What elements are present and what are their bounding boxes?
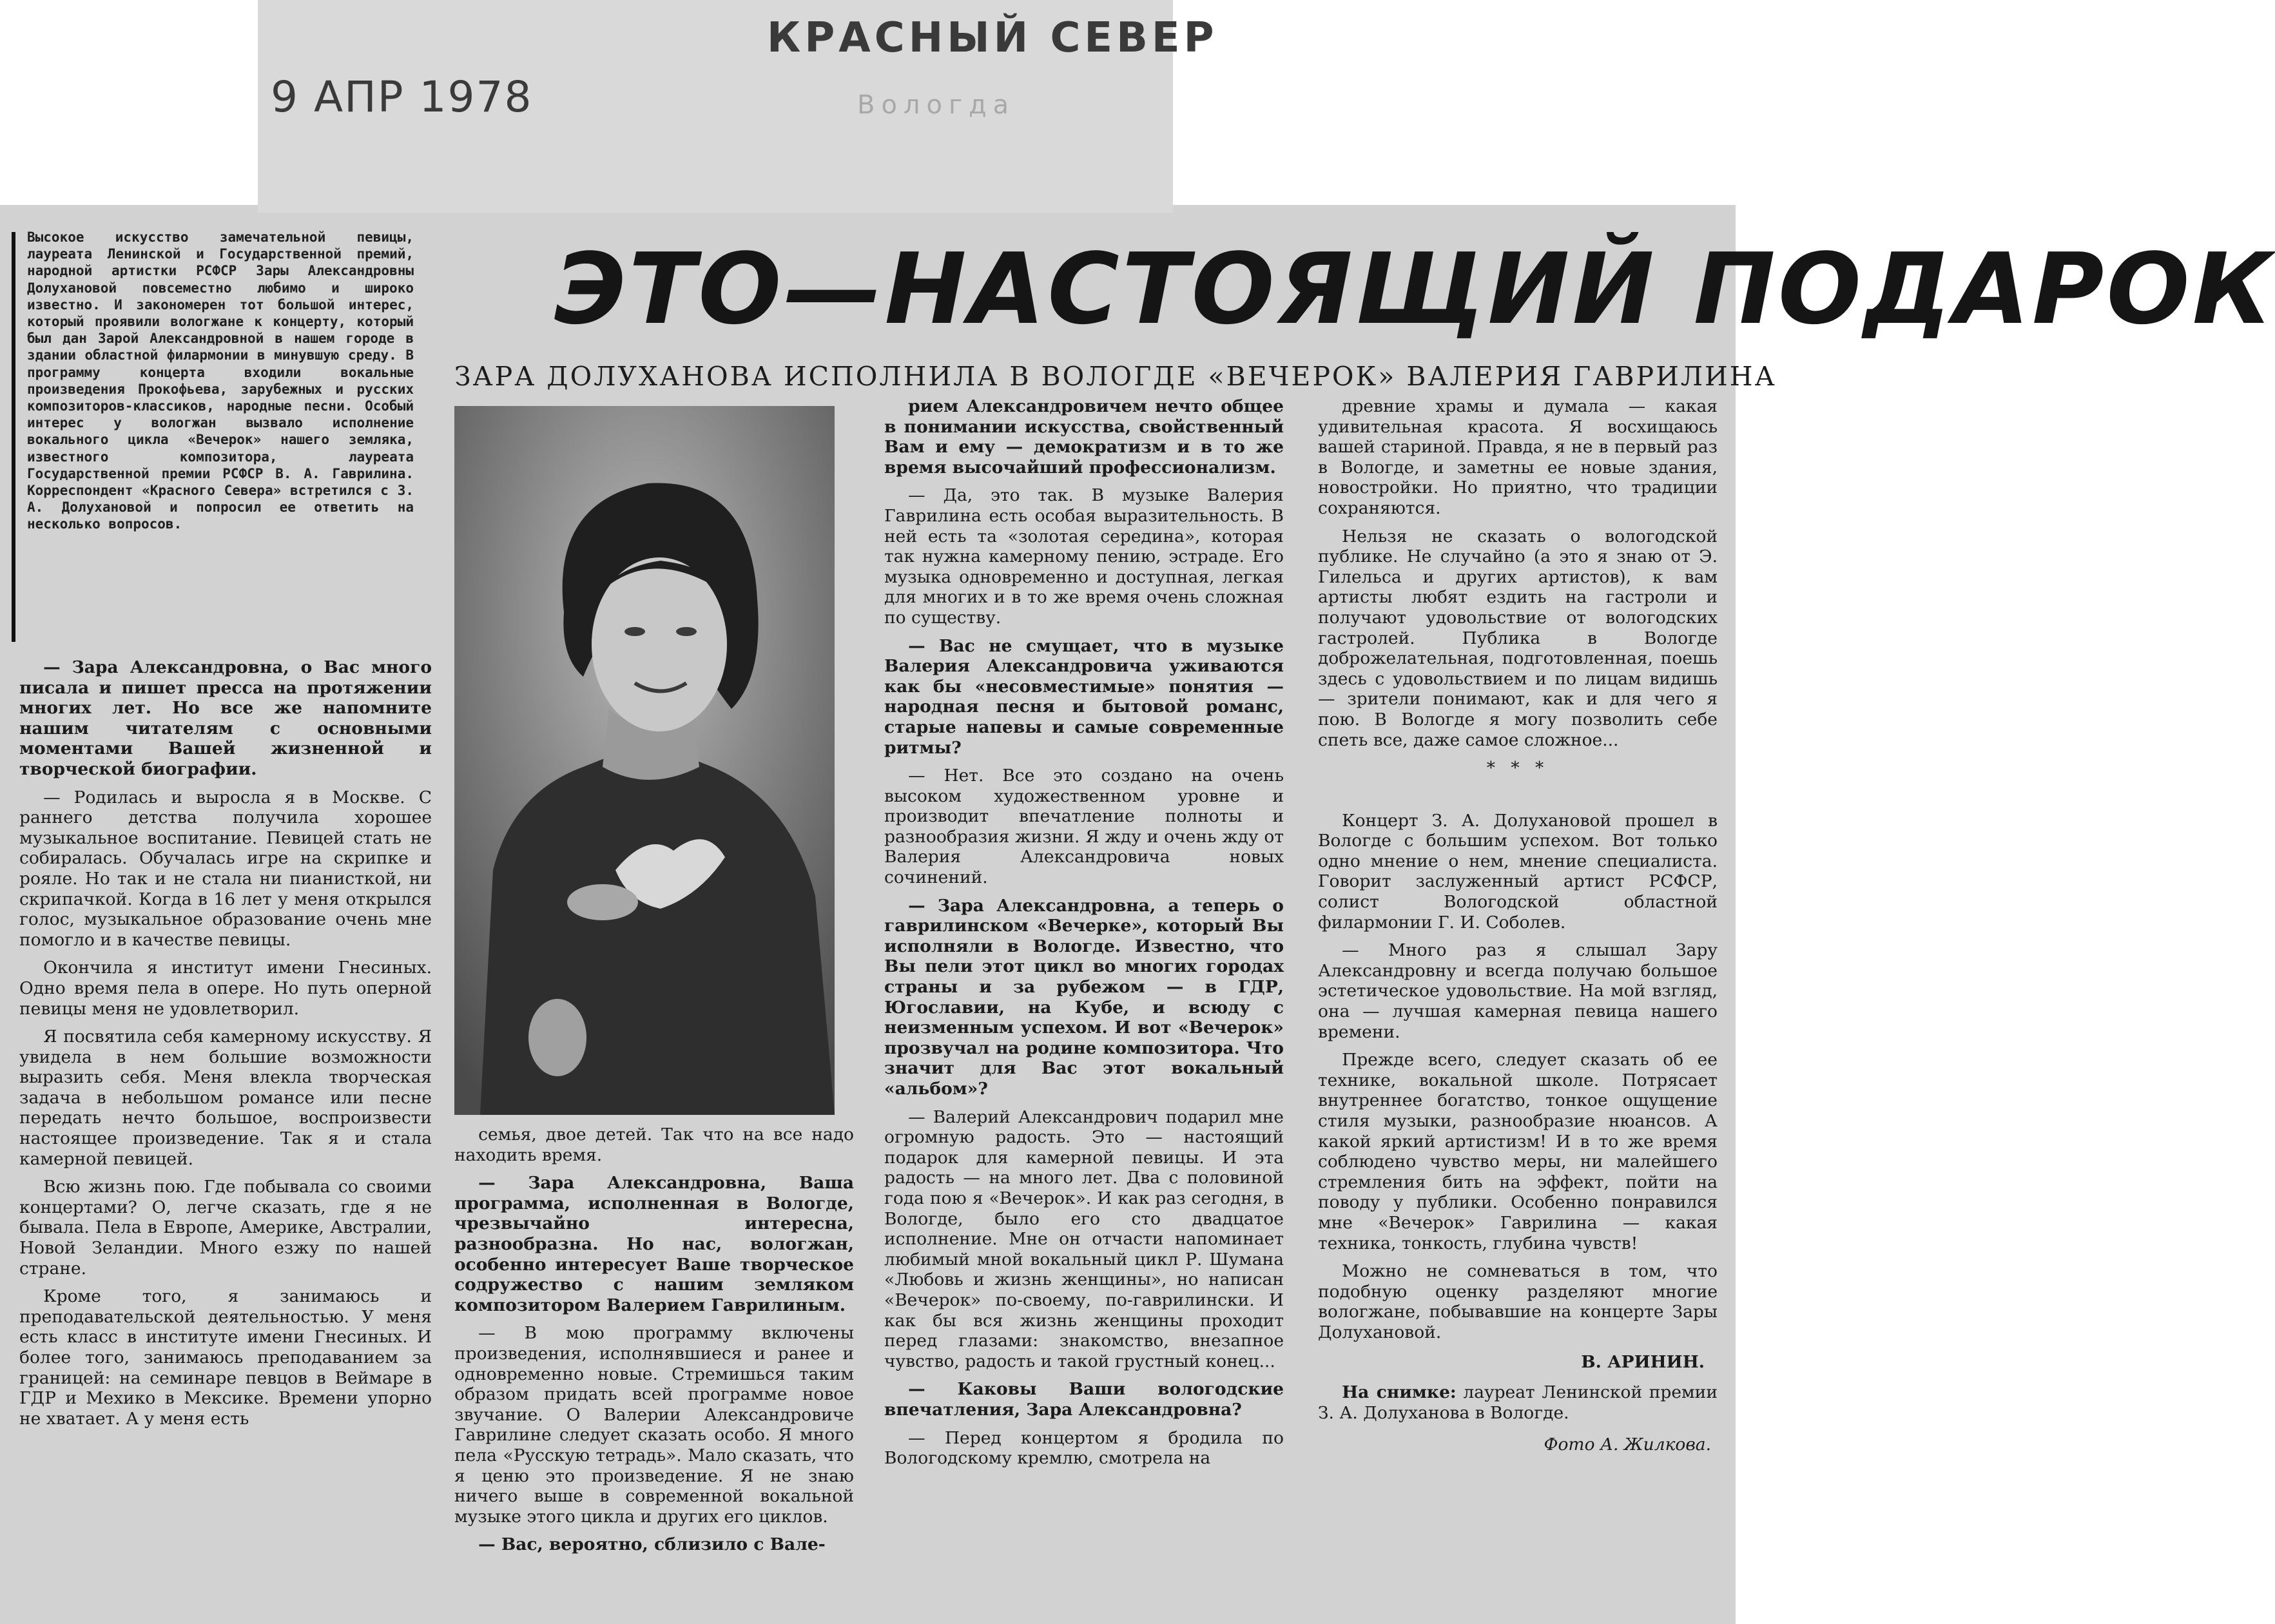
caption-label: На снимке: [1342, 1382, 1457, 1403]
interview-paragraph: — Много раз я слышал Зару Александровну и всегда получаю большое эстетическое удовольствие. На мой взгляд, она — лучшая камерная певица нашего времени. [1318, 940, 1718, 1042]
interview-paragraph: Прежде всего, следует сказать об ее технике, вокальной школе. Потрясает внутреннее богатство, тонкое ощущение стиля музыки, разнообразие нюансов. А какой яркий артистизм! И в то же время соблюдено чувство меры, ни малейшего стремления бить на эффект, пойти на поводу у публики. Особенно понравился мне «Вечерок» Гаврилина — какая техника, тонкость, глубина чувств! [1318, 1050, 1718, 1253]
interview-paragraph: Концерт З. А. Долухановой прошел в Вологде с большим успехом. Вот только одно мнение о нем, мнение специалиста. Говорит заслуженный артист РСФСР, солист Вологодской областной филармонии Г. И. Соболев. [1318, 810, 1718, 933]
column-4 [1318, 396, 1718, 1455]
portrait-photo-image [454, 406, 835, 1115]
subheadline: ЗАРА ДОЛУХАНОВА ИСПОЛНИЛА В ВОЛОГДЕ «ВЕЧЕРОК» ВАЛЕРИЯ ГАВРИЛИНА [454, 361, 1777, 392]
interview-paragraph: — Нет. Все это создано на очень высоком художественном уровне и производит впечатление полноты и разнообразия жизни. Я жду и очень жду от Валерия Александровича новых сочинений. [884, 766, 1284, 888]
interview-paragraph: Кроме того, я занимаюсь и преподавательской деятельностью. У меня есть класс в институте имени Гнесиных. И более того, занимаюсь преподаванием за границей: на семинаре певцов в Веймаре в ГДР и Мехико в Мексике. Времени упорно не хватает. А у меня есть [19, 1286, 432, 1429]
interview-paragraph: древние храмы и думала — какая удивительная красота. Я восхищаюсь вашей стариной. Правда, я не в первый раз в Вологде, и заметны ее новые здания, новостройки. Но приятно, что традиции сохраняются. [1318, 396, 1718, 518]
interview-question: — Зара Александровна, о Вас много писала и пишет пресса на протяжении многих лет. Но все же напомните нашим читателям с основными моментами Вашей жизненной и творческой биографии. [19, 657, 432, 779]
column-2 [454, 1125, 854, 1563]
interview-paragraph: — Валерий Александрович подарил мне огромную радость. Это — настоящий подарок для камерной певицы. И эта радость — на много лет. Два с половиной года пою я «Вечерок». И как раз сегодня, в Вологде, было его сто двадцатое исполнение. Мне он отчасти напоминает любимый мной вокальный цикл Р. Шумана «Любовь и жизнь женщины», но написан «Вечерок» по-своему, по-гаврилински. И как бы вся жизнь женщины проходит перед глазами: знакомство, внезапное чувство, радость и такой грустный конец... [884, 1107, 1284, 1371]
interview-paragraph: — В мою программу включены произведения, исполнявшиеся и ранее и одновременно новые. Стремишься таким образом придать всей программе новое звучание. О Валерии Александровиче Гаврилине следует сказать особо. Я много пела «Русскую тетрадь». Мало сказать, что я ценю это произведение. Я не знаю ничего выше в современной вокальной музыке этого цикла и других его циклов. [454, 1323, 854, 1527]
date-stamp: 9 АПР 1978 [271, 72, 533, 122]
interview-paragraph: — Да, это так. В музыке Валерия Гаврилина есть особая выразительность. В ней есть та «золотая середина», которая так нужна камерному пению, эстраде. Его музыка одновременно и доступная, легкая для многих и в то же время очень сложная по существу. [884, 485, 1284, 628]
lead-rule [12, 232, 15, 642]
interview-question: — Вас не смущает, что в музыке Валерия Александровича уживаются как бы «несовместимые» понятия — народная песня и бытовой романс, старые напевы и самые современные ритмы? [884, 635, 1284, 758]
column-1 [19, 657, 432, 1436]
newspaper-stamp: КРАСНЫЙ СЕВЕР [767, 14, 1218, 62]
interview-paragraph: Можно не сомневаться в том, что подобную оценку разделяют многие вологжане, побывавшие на концерте Зары Долухановой. [1318, 1261, 1718, 1342]
portrait-photo [454, 406, 835, 1115]
section-separator: * * * [1486, 758, 1549, 778]
photo-caption [1318, 1382, 1718, 1423]
interview-paragraph: семья, двое детей. Так что на все надо находить время. [454, 1125, 854, 1165]
column-3 [884, 396, 1284, 1476]
caption-text: лауреат Ленинской премии З. А. Долуханова в Вологде. [1318, 1382, 1718, 1423]
interview-paragraph: — Родилась и выросла я в Москве. С раннего детства получила хорошее музыкальное воспитание. Певицей стать не собиралась. Обучалась игре на скрипке и рояле. Но так и не стала ни пианисткой, ни скрипачкой. Когда в 16 лет у меня открылся голос, музыкальное образование очень мне помогло и в качестве певицы. [19, 787, 432, 950]
interview-question: рием Александровичем нечто общее в понимании искусства, свойственный Вам и ему — демократизм и в то же время высочайший профессионализм. [884, 396, 1284, 478]
photo-credit: Фото А. Жилкова. [1544, 1435, 1711, 1455]
interview-paragraph: — Перед концертом я бродила по Вологодскому кремлю, смотрела на [884, 1427, 1284, 1469]
interview-paragraph: Окончила я институт имени Гнесиных. Одно время пела в опере. Но путь оперной певицы меня не удовлетворил. [19, 958, 432, 1019]
interview-paragraph: Всю жизнь пою. Где побывала со своими концертами? О, легче сказать, где я не бывала. Пела в Европе, Америке, Австралии, Новой Зеландии. Много езжу по нашей стране. [19, 1177, 432, 1279]
headline: ЭТО—НАСТОЯЩИЙ ПОДАРОК [554, 232, 2275, 346]
interview-paragraph: Я посвятила себя камерному искусству. Я увидела в нем большие возможности выразить себя. Меня влекла творческая задача в небольшом романсе или песне передать нечто большое, воспроизвести настоящее произведение. Так я и стала камерной певицей. [19, 1027, 432, 1169]
interview-question: — Зара Александровна, а теперь о гаврилинском «Вечерке», который Вы исполняли в Вологде. Известно, что Вы пели этот цикл во многих городах страны и за рубежом — в ГДР, Югославии, на Кубе, и всюду с неизменным успехом. И вот «Вечерок» прозвучал на родине композитора. Что значит для Вас этот вокальный «альбом»? [884, 895, 1284, 1099]
interview-question: — Вас, вероятно, сблизило с Вале- [478, 1534, 826, 1555]
author-signature: В. АРИНИН. [1581, 1351, 1705, 1372]
interview-question: — Зара Александровна, Ваша программа, исполненная в Вологде, чрезвычайно интересна, разнообразна. Но нас, вологжан, особенно интересует Ваше творческое содружество с нашим земляком композитором Валерием Гаврилиным. [454, 1173, 854, 1315]
interview-question: — Каковы Ваши вологодские впечатления, Зара Александровна? [884, 1379, 1284, 1420]
interview-paragraph: Нельзя не сказать о вологодской публике. Не случайно (а это я знаю от Э. Гилельса и других артистов), к вам артисты любят ездить на гастроли и получают удовольствие от вологодских гастролей. Публика в Вологде доброжелательная, подготовленная, поешь здесь с удовольствием и по лицам видишь — зрители понимают, как и для чего я пою. В Вологде я могу позволить себе спеть все, даже самое сложное... [1318, 526, 1718, 750]
lead-paragraph: Высокое искусство замечательной певицы, лауреата Ленинской и Государственной премий, народной артистки РСФСР Зары Александровны Долухановой повсеместно любимо и широко известно. И закономерен тот большой интерес, который проявили вологжане к концерту, который был дан Зарой Александровной в нашем городе в здании областной филармонии в минувшую среду. В программу концерта входили вокальные произведения Прокофьева, зарубежных и русских композиторов-классиков, народные песни. Особый интерес у вологжан вызвало исполнение вокального цикла «Вечерок» нашего земляка, известного композитора, лауреата Государственной премии РСФСР В. А. Гаврилина. Корреспондент «Красного Севера» встретился с З. А. Долухановой и попросил ее ответить на несколько вопросов. [27, 229, 414, 532]
city-stamp: Вологда [857, 90, 1016, 120]
